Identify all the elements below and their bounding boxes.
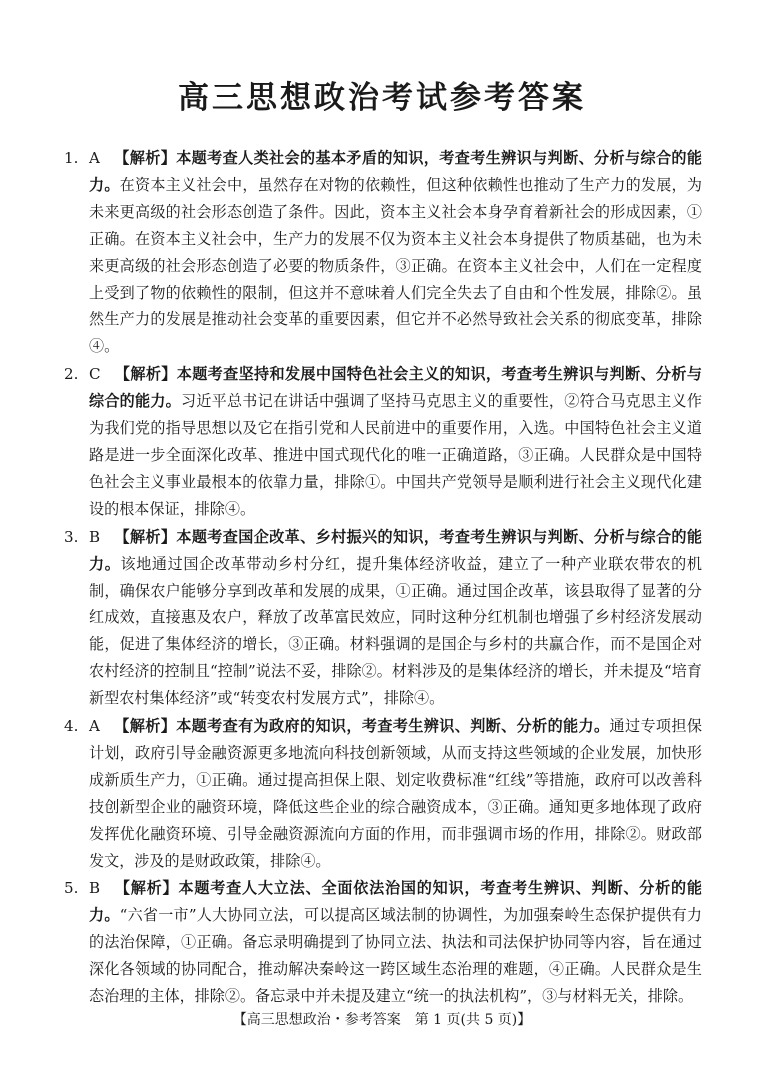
analysis-tag: 【解析】 <box>113 717 177 736</box>
answer-letter: A <box>89 717 100 736</box>
question-item <box>64 875 702 1005</box>
analysis-tag: 【解析】 <box>114 365 177 384</box>
analysis-text: 该地通过国企改革带动乡村分红，提升集体经济收益，建立了一种产业联农带农的机制，确保农户能够分享到改革和发展的成果，①正确。通过国企改革，该县取得了显著的分红成效，直接惠及农户，释放了改革富民效应，同时这种分红机制也增强了乡村经济发展动能，促进了集体经济的增长，③正确。材料强调的是国企与乡村的共赢合作，而不是国企对农村经济的控制且“控制”说法不妥，排除②。材料涉及的是集体经济的增长，并未提及“培育新型农村集体经济”或“转变农村发展方式”，排除④。 <box>89 554 702 708</box>
question-item <box>64 361 702 522</box>
answer-letter: B <box>89 527 101 546</box>
analysis-text: “六省一市”人大协同立法，可以提高区域法制的协调性，为加强秦岭生态保护提供有力的法治保障，①正确。备忘录明确提到了协同立法、执法和司法保护协同等内容，旨在通过深化各领域的协同配合，推动解决秦岭这一跨区域生态治理的难题，④正确。人民群众是生态治理的主体，排除②。备忘录中并未提及建立“统一的执法机构”，③与材料无关，排除。 <box>89 906 702 1005</box>
analysis-focus: 本题考查坚持和发展中国特色社会主义的知识，考查考生辨识与判断、分析与综合的能力。 <box>89 365 702 411</box>
page-footer: 【高三思想政治・参考答案 第 1 页(共 5 页)】 <box>232 1012 532 1028</box>
page-title: 高三思想政治考试参考答案 <box>178 80 586 116</box>
question-item <box>64 145 702 360</box>
analysis-focus: 本题考查人类社会的基本矛盾的知识，考查考生辨识与判断、分析与综合的能力。 <box>89 149 702 194</box>
analysis-text: 通过专项担保计划，政府引导金融资源更多地流向科技创新领域，从而支持这些领域的企业发展，加快形成新质生产力，①正确。通过提高担保上限、划定收费标准“红线”等措施，政府可以改善科技创新型企业的融资环境，降低这些企业的综合融资成本，③正确。通知更多地体现了政府发挥优化融资环境、引导金融资源流向方面的作用，而非强调市场的作用，排除②。财政部发文，涉及的是财政政策，排除④。 <box>89 717 702 870</box>
analysis-text: 习近平总书记在讲话中强调了坚持马克思主义的重要性，②符合马克思主义作为我们党的指导思想以及它在指引党和人民前进中的重要作用，入选。中国特色社会主义道路是进一步全面深化改革、推进中国式现代化的唯一正确道路，③正确。人民群众是中国特色社会主义事业最根本的依靠力量，排除①。中国共产党领导是顺利进行社会主义现代化建设的根本保证，排除④。 <box>89 392 702 518</box>
answer-letter: C <box>89 365 101 384</box>
analysis-tag: 【解析】 <box>114 527 177 546</box>
analysis-focus: 本题考查国企改革、乡村振兴的知识，考查考生辨识与判断、分析与综合的能力。 <box>89 527 702 573</box>
question-item <box>64 524 702 712</box>
answer-letter: A <box>89 149 100 167</box>
question-number: 4. <box>64 717 79 736</box>
analysis-focus: 本题考查有为政府的知识，考查考生辨识、判断、分析的能力。 <box>176 717 610 736</box>
analysis-tag: 【解析】 <box>114 879 179 898</box>
analysis-tag: 【解析】 <box>113 149 177 167</box>
question-number: 2. <box>64 365 79 384</box>
answer-letter: B <box>89 879 101 898</box>
question-item <box>64 713 702 874</box>
analysis-text: 在资本主义社会中，虽然存在对物的依赖性，但这种依赖性也推动了生产力的发展，为未来更高级的社会形态创造了条件。因此，资本主义社会本身孕育着新社会的形成因素，①正确。在资本主义社会中，生产力的发展不仅为资本主义社会本身提供了物质基础，也为未来更高级的社会形态创造了必要的物质条件，③正确。在资本主义社会中，人们在一定程度上受到了物的依赖性的限制，但这并不意味着人们完全失去了自由和个性发展，排除②。虽然生产力的发展是推动社会变革的重要因素，但它并不必然导致社会关系的彻底变革，排除④。 <box>89 175 702 356</box>
question-number: 5. <box>64 879 79 898</box>
question-number: 1. <box>64 149 79 167</box>
question-list <box>64 145 702 1005</box>
analysis-focus: 本题考查人大立法、全面依法治国的知识，考查考生辨识、判断、分析的能力。 <box>89 879 702 925</box>
question-number: 3. <box>64 527 79 546</box>
